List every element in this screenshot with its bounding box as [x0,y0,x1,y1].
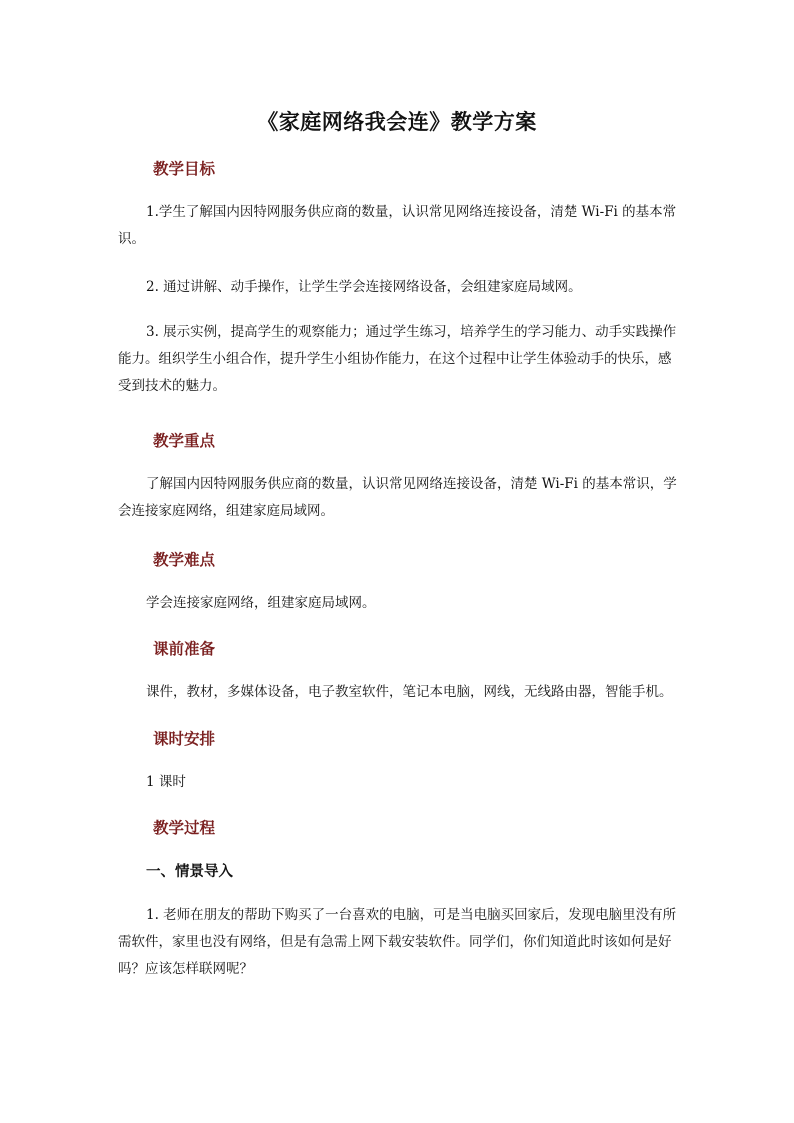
objective-item-1: 1.学生了解国内因特网服务供应商的数量，认识常见网络连接设备，清楚 Wi-Fi 的基本常识。 [118,204,677,247]
preparation-text: 课件，教材，多媒体设备，电子教室软件，笔记本电脑，网线，无线路由器，智能手机。 [146,684,673,700]
heading-objectives: 教学目标 [153,159,216,178]
objective-item-3: 3. 展示实例，提高学生的观察能力；通过学生练习，培养学生的学习能力、动手实践操作能力。组织学生小组合作，提升学生小组协作能力，在这个过程中让学生体验动手的快乐，感受到技术的魅力。 [118,324,677,394]
schedule-text: 1 课时 [146,774,186,790]
heading-schedule: 课时安排 [153,729,216,748]
subheading-scene-intro: 一、情景导入 [146,863,233,880]
key-points-text: 了解国内因特网服务供应商的数量，认识常见网络连接设备，清楚 Wi-Fi 的基本常识，学会连接家庭网络，组建家庭局域网。 [118,476,677,519]
document-title: 《家庭网络我会连》教学方案 [257,109,537,134]
heading-process: 教学过程 [153,818,216,837]
scene-intro-text: 1. 老师在朋友的帮助下购买了一台喜欢的电脑，可是当电脑买回家后，发现电脑里没有所需软件，家里也没有网络，但是有急需上网下载安装软件。同学们，你们知道此时该如何是好吗？应该怎样联网呢？ [118,907,677,977]
objective-item-2: 2. 通过讲解、动手操作，让学生学会连接网络设备，会组建家庭局域网。 [146,279,582,295]
heading-key-points: 教学重点 [153,431,216,450]
heading-preparation: 课前准备 [153,639,216,658]
heading-difficulties: 教学难点 [153,550,216,569]
difficulties-text: 学会连接家庭网络，组建家庭局域网。 [146,595,376,611]
